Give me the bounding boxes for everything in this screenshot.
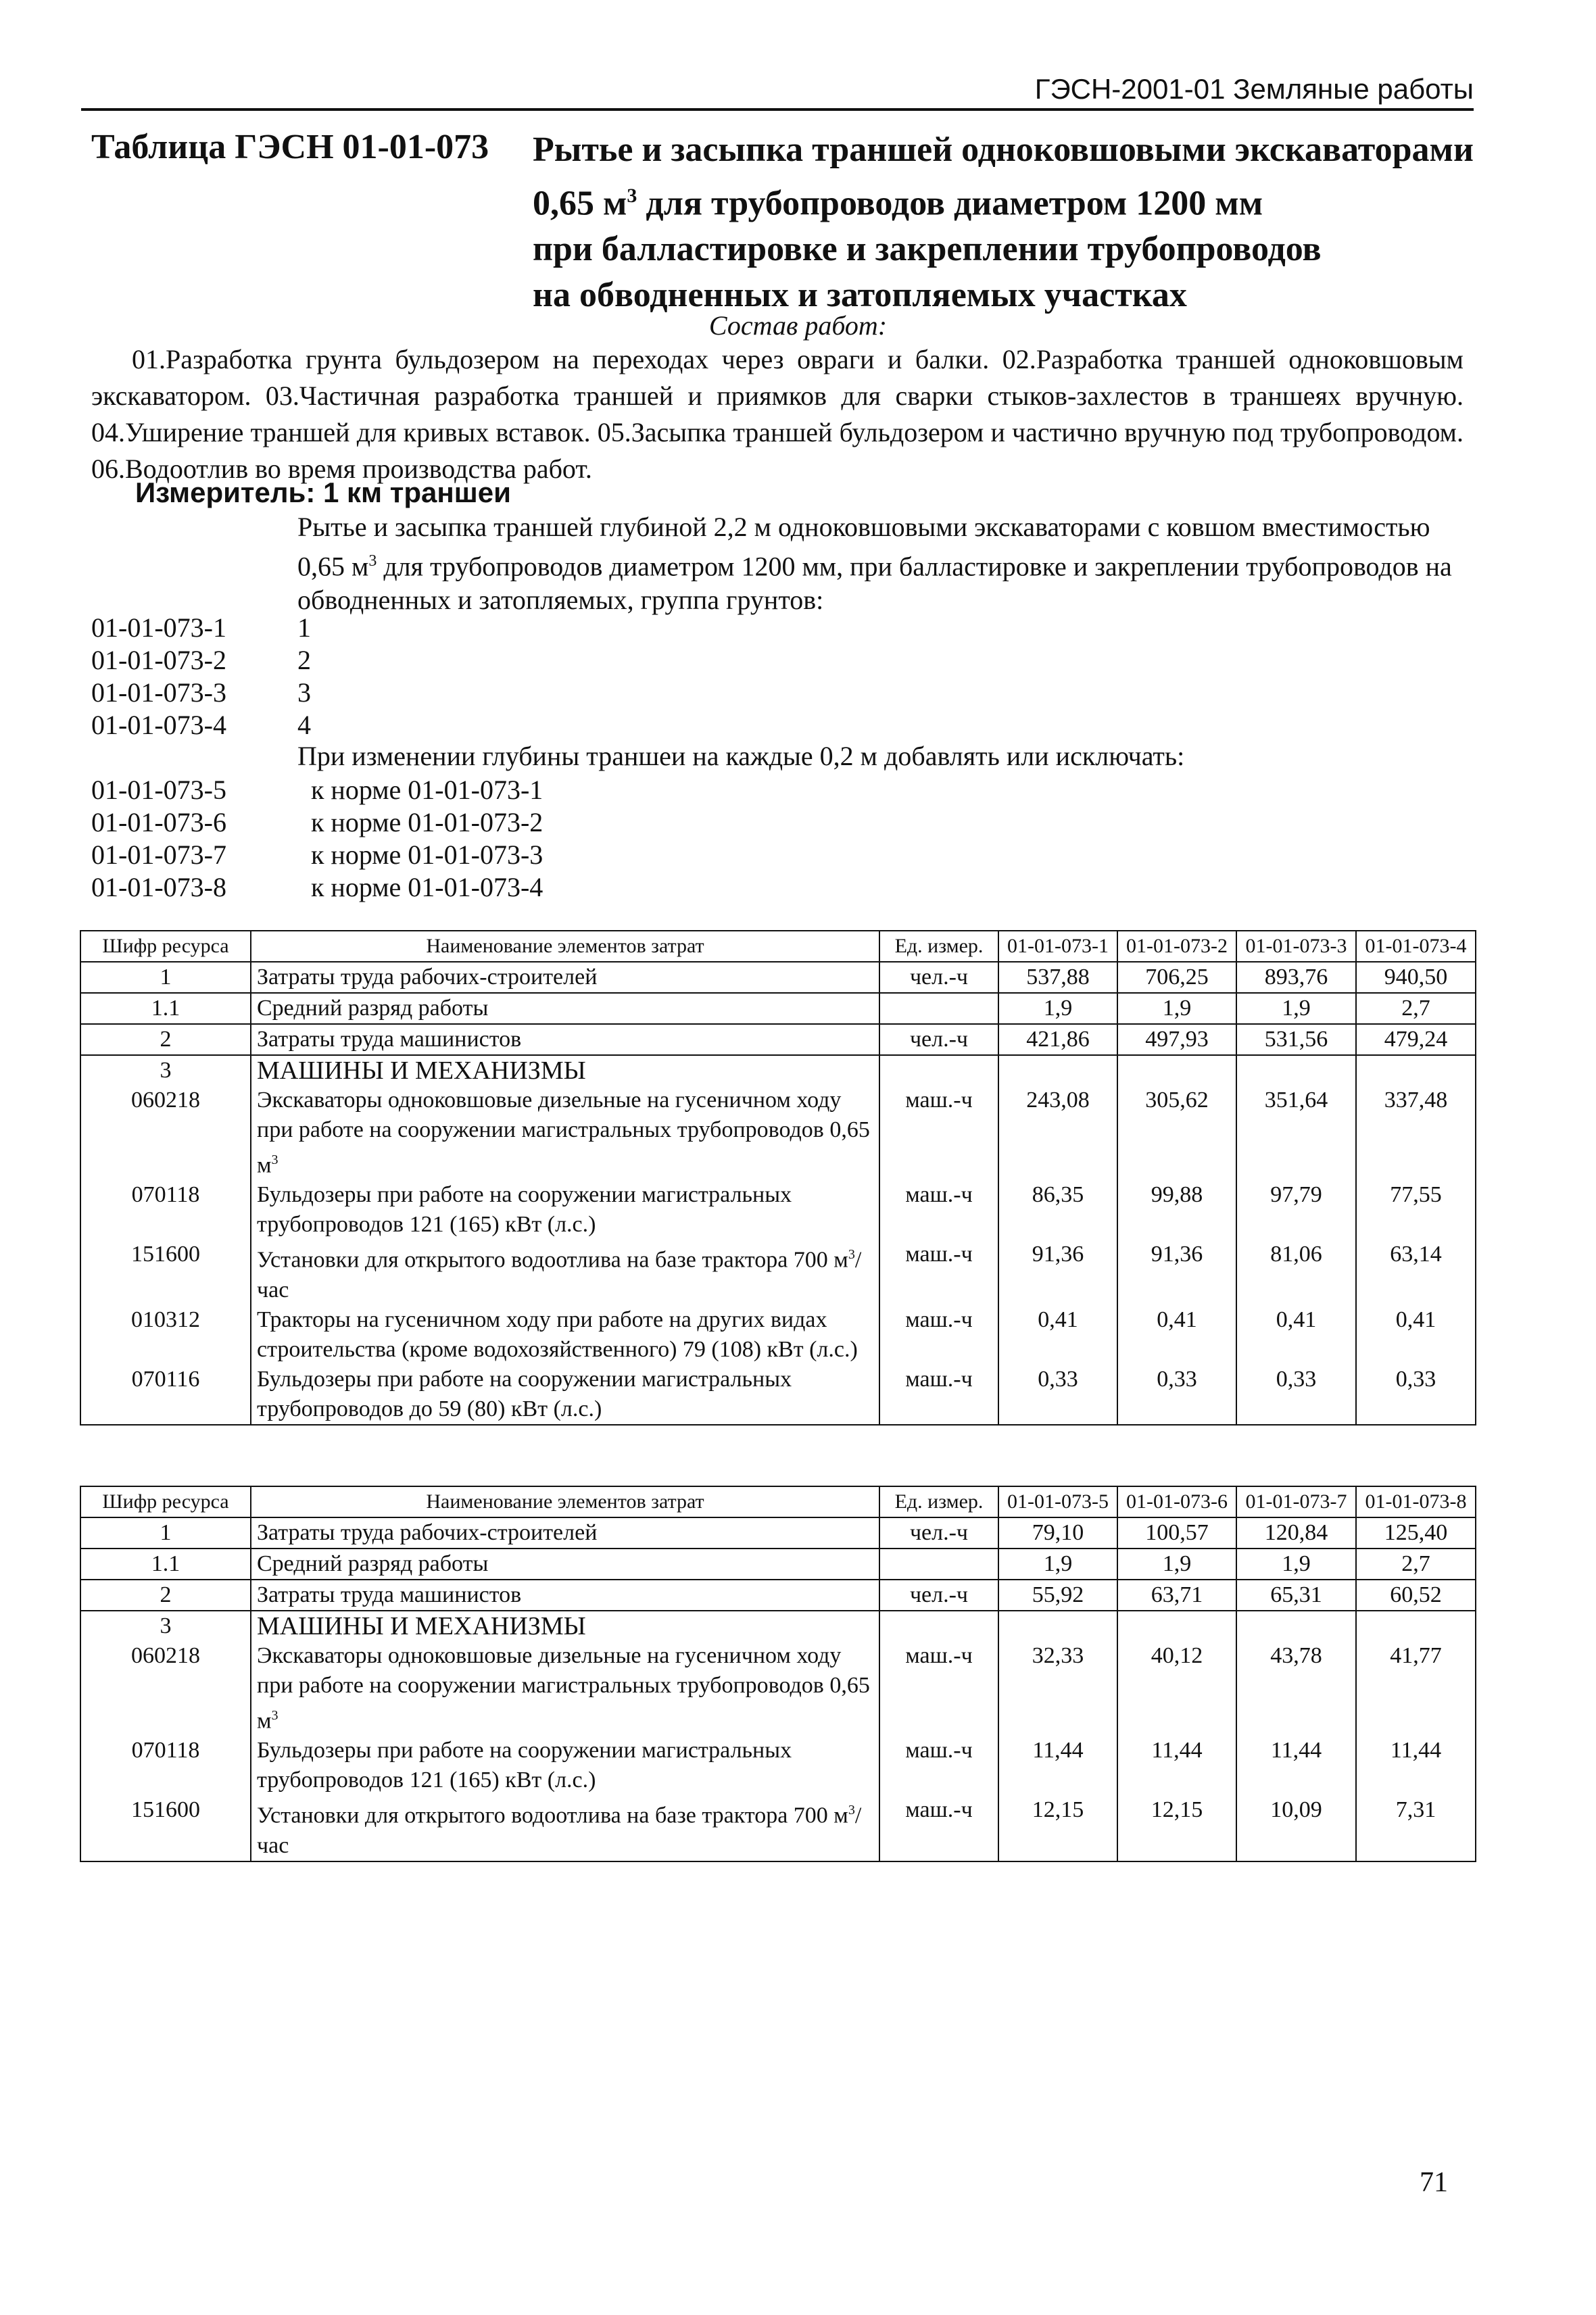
cell-code: 070116	[80, 1365, 251, 1425]
cell-name: Экскаваторы одноковшовые дизельные на гусеничном ходу при работе на сооружении магистральных трубопроводов 0,65 $м^3$	[251, 1641, 879, 1736]
norm-value: к норме 01-01-073-4	[311, 872, 543, 902]
cell-value: 1,9	[1117, 1549, 1236, 1580]
col-header-code: Шифр ресурса	[80, 931, 251, 962]
col-header-norm: 01-01-073-5	[998, 1486, 1117, 1517]
cell-value: 1,9	[1117, 993, 1236, 1024]
cell-value: 0,41	[1117, 1305, 1236, 1365]
cell-name: Бульдозеры при работе на сооружении магистральных трубопроводов 121 (165) кВт (л.с.)	[251, 1180, 879, 1240]
norm-code: 01-01-073-1	[91, 612, 226, 643]
cell-value: 2,7	[1356, 993, 1476, 1024]
table-row	[80, 1611, 1476, 1641]
cell-value: 305,62	[1117, 1086, 1236, 1180]
cell-value: 97,79	[1236, 1180, 1356, 1240]
cell-code: 151600	[80, 1240, 251, 1305]
cell-value: 0,41	[998, 1305, 1117, 1365]
cell-value	[1117, 1611, 1236, 1641]
col-header-unit: Ед. измер.	[879, 1486, 998, 1517]
cell-code: 070118	[80, 1180, 251, 1240]
cell-value: 351,64	[1236, 1086, 1356, 1180]
norm-value: к норме 01-01-073-3	[311, 839, 543, 870]
header-rule	[81, 108, 1474, 111]
sostav-label: Состав работ:	[708, 310, 888, 341]
cell-value: 86,35	[998, 1180, 1117, 1240]
col-header-norm: 01-01-073-8	[1356, 1486, 1476, 1517]
cell-value: 125,40	[1356, 1517, 1476, 1549]
cell-value: 421,86	[998, 1024, 1117, 1055]
col-header-unit: Ед. измер.	[879, 931, 998, 962]
table-row	[80, 1795, 1476, 1861]
resource-table-2	[80, 1486, 1476, 1862]
running-header: ГЭСН-2001-01 Земляные работы	[1034, 73, 1474, 105]
cell-value	[1117, 1055, 1236, 1086]
col-header-name: Наименование элементов затрат	[251, 1486, 879, 1517]
cell-name: Экскаваторы одноковшовые дизельные на гусеничном ходу при работе на сооружении магистральных трубопроводов 0,65 $м^3$	[251, 1086, 879, 1180]
cell-value	[1236, 1055, 1356, 1086]
cell-unit: маш.-ч	[879, 1795, 998, 1861]
cell-value: 65,31	[1236, 1580, 1356, 1611]
cell-unit: маш.-ч	[879, 1240, 998, 1305]
cell-value: 0,33	[1356, 1365, 1476, 1425]
norm-code: 01-01-073-8	[91, 872, 226, 902]
table-header-row	[80, 931, 1476, 962]
norm-code: 01-01-073-2	[91, 645, 226, 675]
cell-code: 3	[80, 1055, 251, 1086]
cell-unit	[879, 993, 998, 1024]
cell-unit	[879, 1055, 998, 1086]
cell-value: 1,9	[998, 1549, 1117, 1580]
cell-unit	[879, 1549, 998, 1580]
cell-value: 0,33	[1236, 1365, 1356, 1425]
cell-code: 1	[80, 1517, 251, 1549]
title-line-3: при балластировке и закреплении трубопроводов	[533, 230, 1322, 269]
cell-value: 99,88	[1117, 1180, 1236, 1240]
cell-name: Затраты труда машинистов	[251, 1580, 879, 1611]
cell-unit: чел.-ч	[879, 1024, 998, 1055]
norm-code: 01-01-073-3	[91, 677, 226, 708]
cell-value: 10,09	[1236, 1795, 1356, 1861]
cell-unit: чел.-ч	[879, 1517, 998, 1549]
cell-value: 79,10	[998, 1517, 1117, 1549]
col-header-norm: 01-01-073-3	[1236, 931, 1356, 962]
cell-name: Установки для открытого водоотлива на базе трактора 700 $м^3$/час	[251, 1795, 879, 1861]
norm-code: 01-01-073-7	[91, 839, 226, 870]
measure-unit: Измеритель: 1 км траншеи	[135, 477, 511, 508]
title-line-1: Рытье и засыпка траншей одноковшовыми экскаваторами	[533, 130, 1474, 169]
resource-table-1	[80, 930, 1476, 1425]
cell-name: Средний разряд работы	[251, 993, 879, 1024]
cell-unit: маш.-ч	[879, 1736, 998, 1795]
cell-name: Бульдозеры при работе на сооружении магистральных трубопроводов до 59 (80) кВт (л.с.)	[251, 1365, 879, 1425]
cell-value: 120,84	[1236, 1517, 1356, 1549]
table-row	[80, 1549, 1476, 1580]
table-row	[80, 1736, 1476, 1795]
norm-value: к норме 01-01-073-1	[311, 775, 543, 805]
section-heading: МАШИНЫ И МЕХАНИЗМЫ	[251, 1055, 879, 1086]
cell-code: 2	[80, 1580, 251, 1611]
cell-unit	[879, 1611, 998, 1641]
cell-value: 1,9	[1236, 1549, 1356, 1580]
cell-code: 151600	[80, 1795, 251, 1861]
table-row	[80, 1086, 1476, 1180]
norm-value: 4	[297, 710, 311, 740]
table-row	[80, 993, 1476, 1024]
cell-unit: маш.-ч	[879, 1086, 998, 1180]
cell-value: 100,57	[1117, 1517, 1236, 1549]
cell-name: Установки для открытого водоотлива на базе трактора 700 $м^3$/час	[251, 1240, 879, 1305]
cell-value: 55,92	[998, 1580, 1117, 1611]
cell-value: 0,41	[1236, 1305, 1356, 1365]
cell-value: 1,9	[1236, 993, 1356, 1024]
cell-value: 11,44	[998, 1736, 1117, 1795]
table-row	[80, 1517, 1476, 1549]
works-text: 01.Разработка грунта бульдозером на переходах через овраги и балки. 02.Разработка траншей одноковшовым экскаватором. 03.Частичная разработка траншей и приямков для сварки стыков-захлестов в траншеях вручную. 04.Уширение траншей для кривых вставок. 05.Засыпка траншей бульдозером и частично вручную под трубопроводом. 06.Водоотлив во время производства работ.	[91, 344, 1464, 484]
cell-code: 3	[80, 1611, 251, 1641]
change-description: При изменении глубины траншеи на каждые 0,2 м добавлять или исключать:	[297, 741, 1185, 771]
cell-value: 40,12	[1117, 1641, 1236, 1736]
cell-value: 12,15	[1117, 1795, 1236, 1861]
cell-value: 893,76	[1236, 962, 1356, 993]
col-header-norm: 01-01-073-2	[1117, 931, 1236, 962]
cell-value	[1356, 1611, 1476, 1641]
cell-value	[1236, 1611, 1356, 1641]
table-label: Таблица ГЭСН 01-01-073	[91, 128, 489, 166]
cell-value: 11,44	[1236, 1736, 1356, 1795]
cell-code: 2	[80, 1024, 251, 1055]
cell-value: 77,55	[1356, 1180, 1476, 1240]
cell-value: 479,24	[1356, 1024, 1476, 1055]
cell-value: 81,06	[1236, 1240, 1356, 1305]
cell-value: 531,56	[1236, 1024, 1356, 1055]
cell-name: Бульдозеры при работе на сооружении магистральных трубопроводов 121 (165) кВт (л.с.)	[251, 1736, 879, 1795]
table-row	[80, 1055, 1476, 1086]
cell-unit: маш.-ч	[879, 1365, 998, 1425]
cell-unit: маш.-ч	[879, 1305, 998, 1365]
cell-code: 1.1	[80, 993, 251, 1024]
cell-name: Затраты труда рабочих-строителей	[251, 962, 879, 993]
norm-code: 01-01-073-4	[91, 710, 226, 740]
col-header-norm: 01-01-073-4	[1356, 931, 1476, 962]
col-header-name: Наименование элементов затрат	[251, 931, 879, 962]
cell-value: 60,52	[1356, 1580, 1476, 1611]
title-line-2: 0,65 $м^3$ для трубопроводов диаметром 1200 мм	[533, 184, 1263, 223]
norm-code: 01-01-073-5	[91, 775, 226, 805]
cell-value	[1356, 1055, 1476, 1086]
table-title	[533, 127, 1479, 318]
cell-value: 7,31	[1356, 1795, 1476, 1861]
norm-code: 01-01-073-6	[91, 807, 226, 837]
cell-value: 940,50	[1356, 962, 1476, 993]
cell-value	[998, 1055, 1117, 1086]
col-header-norm: 01-01-073-1	[998, 931, 1117, 962]
cell-code: 010312	[80, 1305, 251, 1365]
cell-value: 63,14	[1356, 1240, 1476, 1305]
cell-name: Средний разряд работы	[251, 1549, 879, 1580]
cell-value: 11,44	[1356, 1736, 1476, 1795]
cell-value: 497,93	[1117, 1024, 1236, 1055]
cell-value: 337,48	[1356, 1086, 1476, 1180]
cell-code: 060218	[80, 1086, 251, 1180]
cell-value: 0,33	[1117, 1365, 1236, 1425]
col-header-code: Шифр ресурса	[80, 1486, 251, 1517]
cell-code: 1	[80, 962, 251, 993]
cell-code: 1.1	[80, 1549, 251, 1580]
cell-value: 537,88	[998, 962, 1117, 993]
cell-code: 060218	[80, 1641, 251, 1736]
table-row	[80, 1580, 1476, 1611]
cell-value: 91,36	[1117, 1240, 1236, 1305]
cell-name: Тракторы на гусеничном ходу при работе на других видах строительства (кроме водохозяйственного) 79 (108) кВт (л.с.)	[251, 1305, 879, 1365]
norm-description: Рытье и засыпка траншей глубиной 2,2 м одноковшовыми экскаваторами с ковшом вместимостью 0,65 $м^3$ для трубопроводов диаметром 1200 мм, при балластировке и закреплении трубопроводов на обводненных и затопляемых, группа грунтов:	[297, 512, 1452, 616]
cell-value: 1,9	[998, 993, 1117, 1024]
table-row	[80, 1240, 1476, 1305]
cell-value: 91,36	[998, 1240, 1117, 1305]
cell-unit: чел.-ч	[879, 962, 998, 993]
table-row	[80, 1305, 1476, 1365]
table-row	[80, 962, 1476, 993]
cell-value	[998, 1611, 1117, 1641]
cell-value: 41,77	[1356, 1641, 1476, 1736]
cell-value: 0,33	[998, 1365, 1117, 1425]
cell-name: Затраты труда машинистов	[251, 1024, 879, 1055]
col-header-norm: 01-01-073-7	[1236, 1486, 1356, 1517]
table-header-row	[80, 1486, 1476, 1517]
table-row	[80, 1641, 1476, 1736]
cell-unit: чел.-ч	[879, 1580, 998, 1611]
title-line-4: на обводненных и затопляемых участках	[533, 276, 1187, 315]
col-header-norm: 01-01-073-6	[1117, 1486, 1236, 1517]
cell-value: 706,25	[1117, 962, 1236, 993]
cell-value: 243,08	[998, 1086, 1117, 1180]
norm-value: 1	[297, 612, 311, 643]
works-description	[91, 341, 1464, 487]
table-row	[80, 1180, 1476, 1240]
cell-value: 32,33	[998, 1641, 1117, 1736]
cell-value: 2,7	[1356, 1549, 1476, 1580]
norm-value: к норме 01-01-073-2	[311, 807, 543, 837]
cell-value: 0,41	[1356, 1305, 1476, 1365]
cell-unit: маш.-ч	[879, 1641, 998, 1736]
table-row	[80, 1024, 1476, 1055]
cell-value: 63,71	[1117, 1580, 1236, 1611]
cell-value: 43,78	[1236, 1641, 1356, 1736]
norm-value: 3	[297, 677, 311, 708]
cell-unit: маш.-ч	[879, 1180, 998, 1240]
cell-value: 12,15	[998, 1795, 1117, 1861]
cell-value: 11,44	[1117, 1736, 1236, 1795]
norm-value: 2	[297, 645, 311, 675]
cell-name: Затраты труда рабочих-строителей	[251, 1517, 879, 1549]
section-heading: МАШИНЫ И МЕХАНИЗМЫ	[251, 1611, 879, 1641]
cell-code: 070118	[80, 1736, 251, 1795]
page-number: 71	[1420, 2167, 1448, 2198]
table-row	[80, 1365, 1476, 1425]
